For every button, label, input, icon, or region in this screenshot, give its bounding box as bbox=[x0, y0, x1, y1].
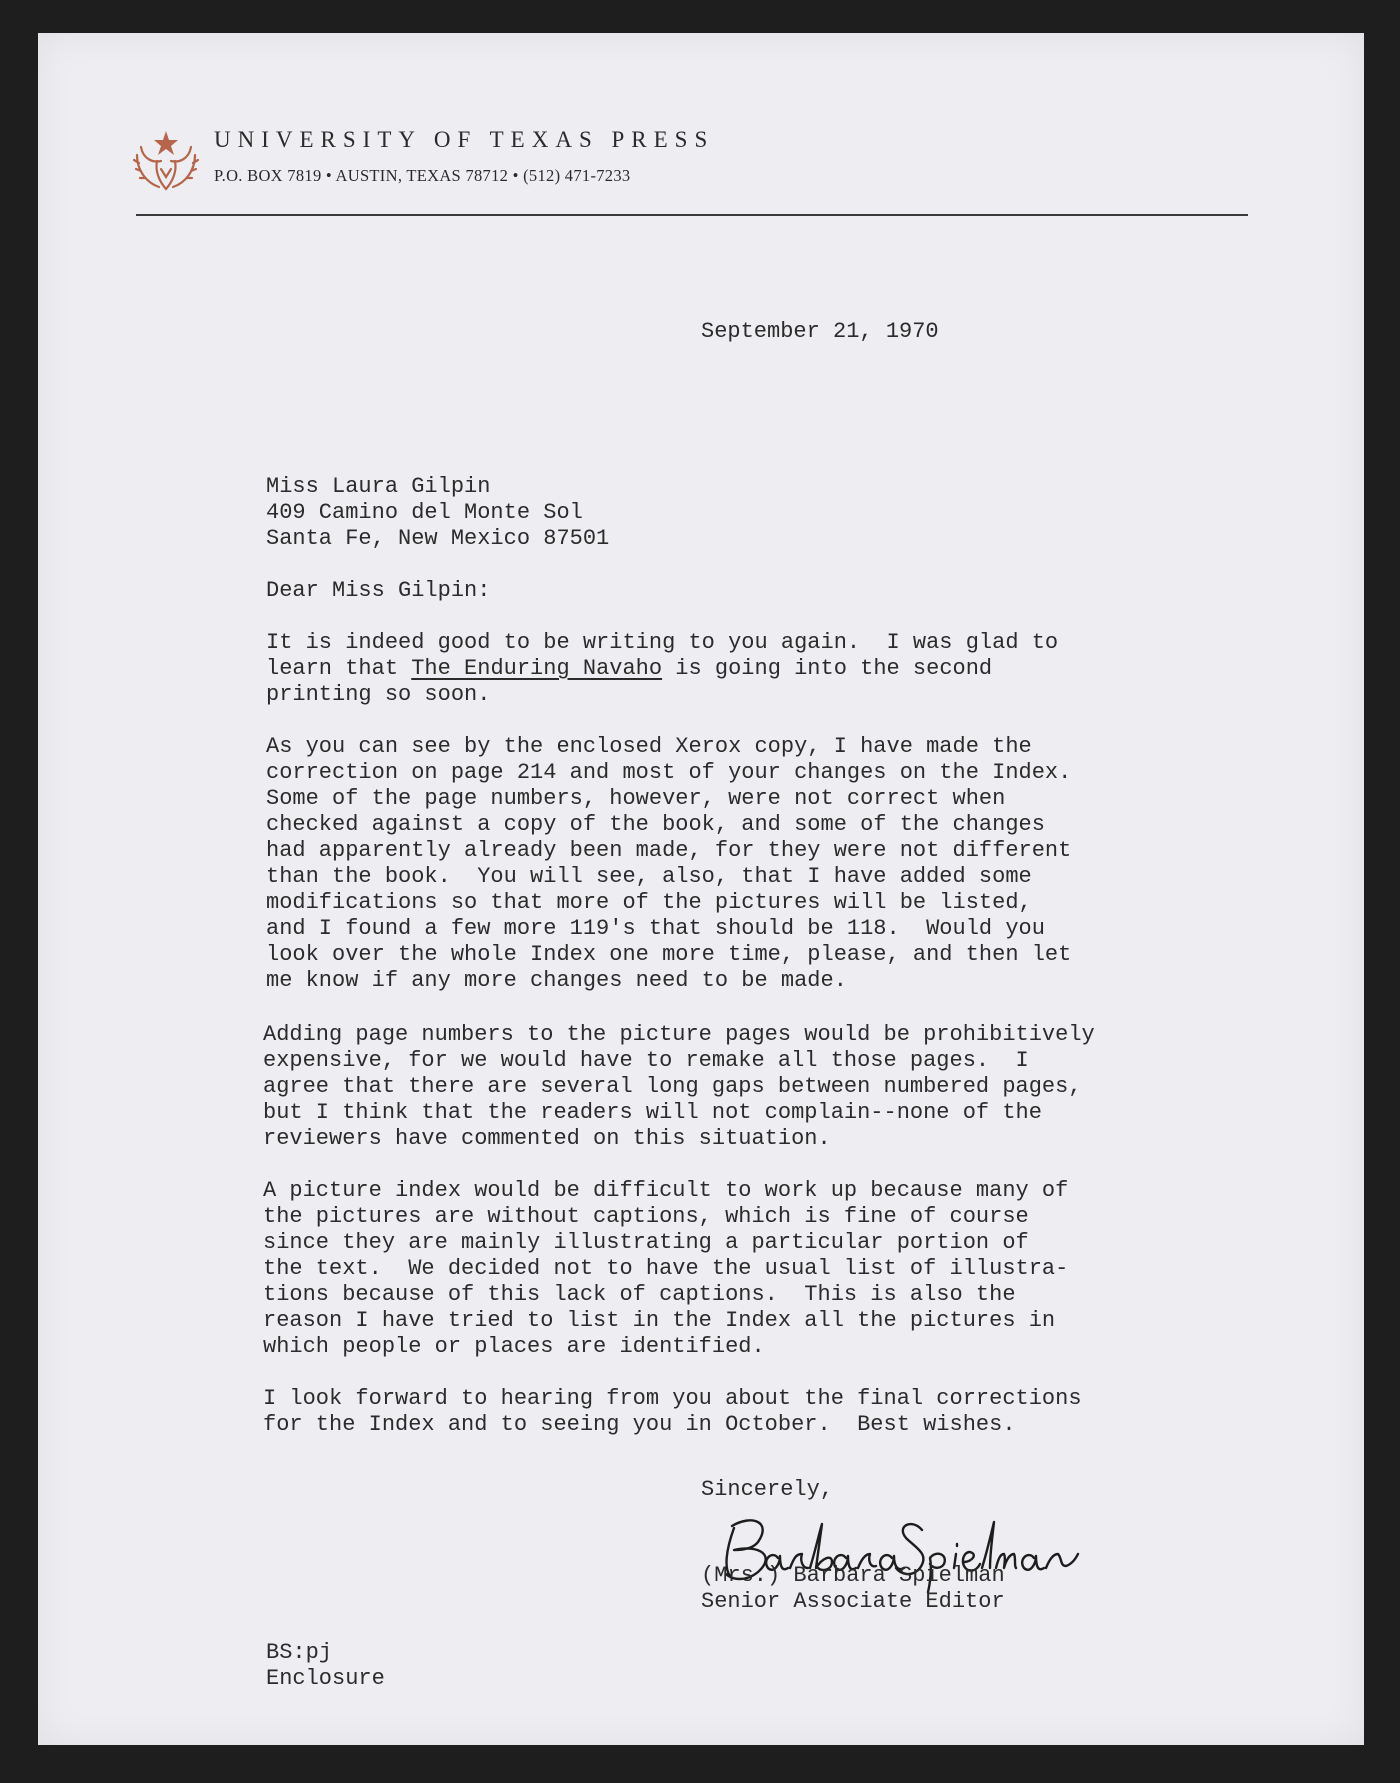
paragraph-1-line-3: printing so soon. bbox=[266, 682, 491, 707]
press-name: UNIVERSITY OF TEXAS PRESS bbox=[214, 127, 715, 152]
longhorn-star-seal-icon bbox=[131, 125, 201, 195]
recipient-street: 409 Camino del Monte Sol bbox=[266, 500, 583, 525]
letter-page bbox=[38, 33, 1364, 1745]
closing: Sincerely, bbox=[701, 1477, 834, 1502]
paragraph-1-line-2 bbox=[266, 656, 1058, 682]
book-title: The Enduring Navaho bbox=[411, 656, 663, 681]
paragraph-5: I look forward to hearing from you about the final corrections for the Index and to seeing you in October. Best wishes. bbox=[263, 1386, 1082, 1437]
paragraph-4: A picture index would be difficult to work up because many of the pictures are without captions, which is fine of course since they are mainly illustrating a particular portion of the text. We decided not to have the usual list of illustra- tions because of this lack of captions. This is also the reason I have tried to list in the Index all the pictures in which people or places are identified. bbox=[263, 1178, 1069, 1359]
paragraph-1 bbox=[266, 630, 1058, 708]
letterhead-divider bbox=[136, 214, 1248, 216]
letter-date: September 21, 1970 bbox=[701, 319, 939, 344]
signer-title: Senior Associate Editor bbox=[701, 1589, 1005, 1614]
enclosure-note: Enclosure bbox=[266, 1666, 385, 1691]
paragraph-3: Adding page numbers to the picture pages would be prohibitively expensive, for we would have to remake all those pages. I agree that there are several long gaps between numbered pages, but I think that the readers will not complain--none of the reviewers have commented on this situation. bbox=[263, 1022, 1095, 1151]
recipient-address bbox=[266, 474, 609, 552]
paragraph-1-line-2-start: learn that bbox=[266, 656, 412, 681]
reference-initials: BS:pj bbox=[266, 1640, 333, 1665]
recipient-name: Miss Laura Gilpin bbox=[266, 474, 491, 499]
paragraph-1-line-2-end: is going into the second bbox=[662, 656, 993, 681]
salutation: Dear Miss Gilpin: bbox=[266, 578, 491, 603]
paragraph-1-line-1: It is indeed good to be writing to you again. I was glad to bbox=[266, 630, 1059, 655]
recipient-city: Santa Fe, New Mexico 87501 bbox=[266, 526, 610, 551]
paragraph-2: As you can see by the enclosed Xerox copy, I have made the correction on page 214 and most of your changes on the Index. Some of the page numbers, however, were not correct when checked against a copy of the book, and some of the changes had apparently already been made, for they were not different than the book. You will see, also, that I have added some modifications so that more of the pictures will be listed, and I found a few more 119's that should be 118. Would you look over the whole Index one more time, please, and then let me know if any more changes need to be made. bbox=[266, 734, 1072, 993]
signer-name: (Mrs.) Barbara Spielman bbox=[701, 1563, 1005, 1588]
press-address: P.O. BOX 7819 • AUSTIN, TEXAS 78712 • (512) 471-7233 bbox=[214, 166, 631, 185]
